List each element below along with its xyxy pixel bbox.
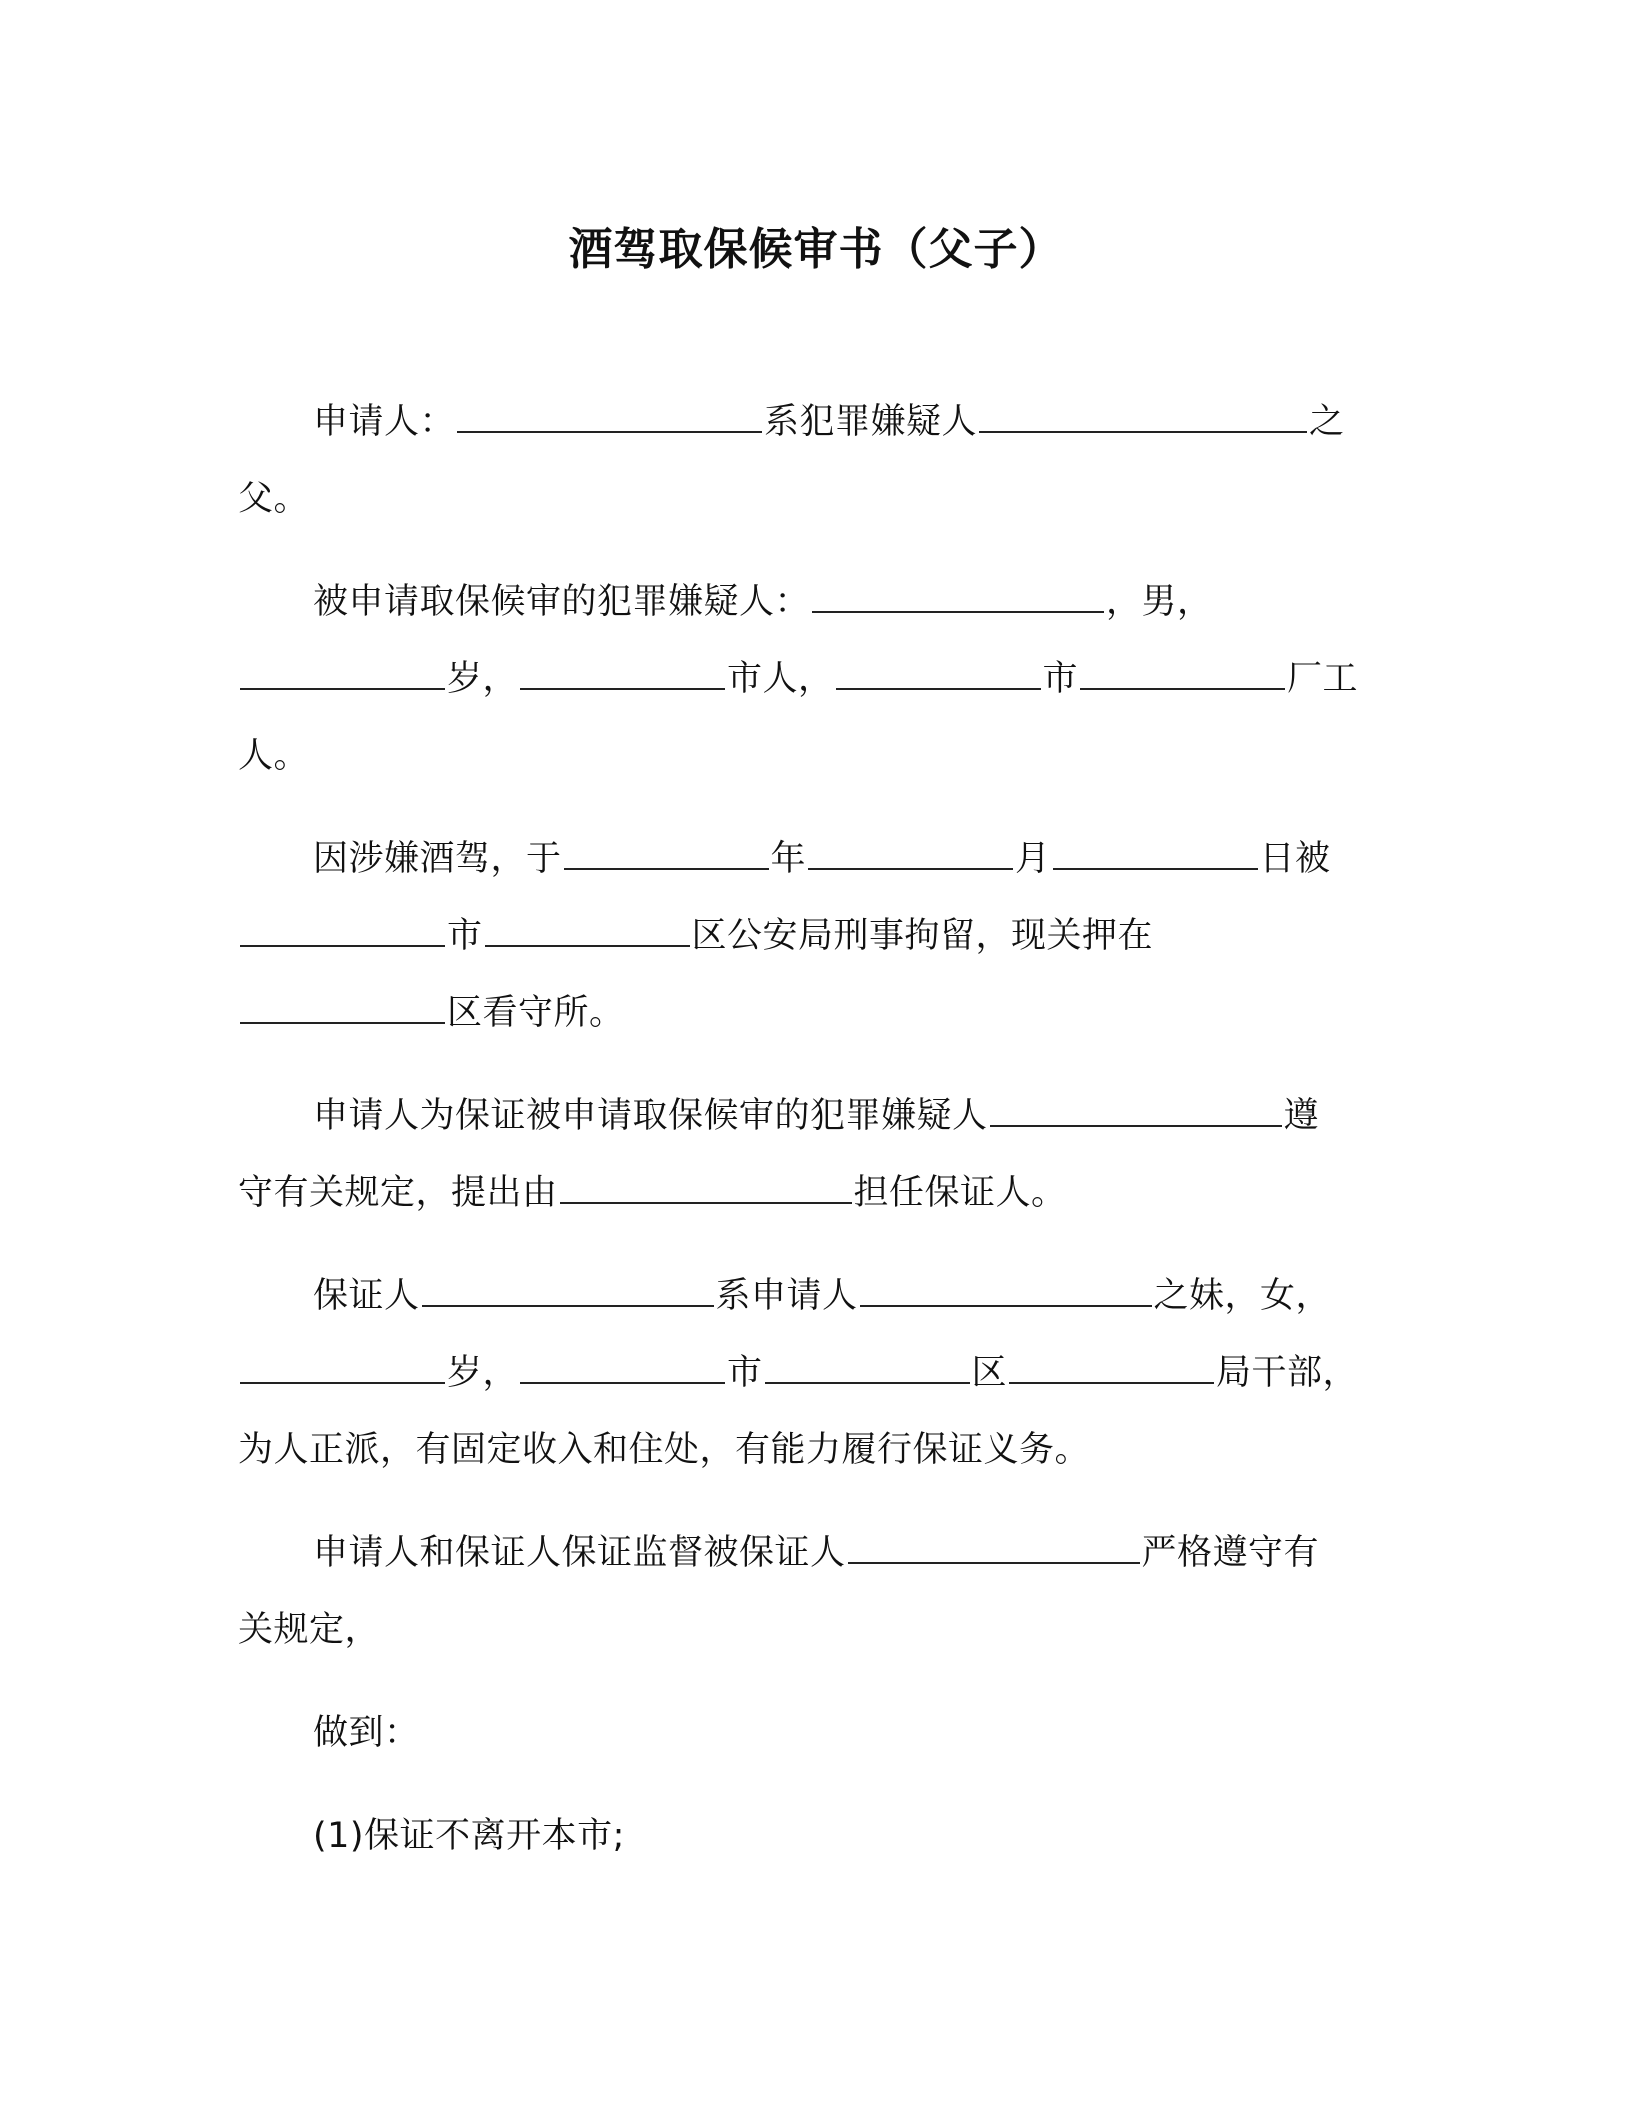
paragraph-applicant-line-1 — [313, 398, 1345, 446]
text-segment: 因涉嫌酒驾，于 — [313, 839, 562, 879]
text-segment: 厂工 — [1287, 659, 1359, 699]
blank-year — [564, 836, 769, 870]
text-segment: 市 — [727, 1353, 763, 1393]
text-segment: 之 — [1309, 402, 1345, 442]
document-title: 酒驾取保候审书（父子） — [568, 224, 1064, 275]
text-segment: 区 — [971, 1353, 1008, 1393]
text-segment: 岁， — [447, 1353, 519, 1393]
text-segment: 岁， — [447, 659, 519, 699]
text-segment: 市人， — [727, 659, 834, 699]
paragraph-guarantor-info-line-3: 为人正派，有固定收入和住处，有能力履行保证义务。 — [238, 1430, 1091, 1470]
blank-city — [240, 913, 445, 947]
paragraph-guarantor-request-line-2 — [238, 1169, 1067, 1217]
blank-guarantor-name — [422, 1273, 714, 1307]
paragraph-applicant-line-2: 父。 — [238, 479, 310, 519]
text-segment: 市 — [1042, 659, 1079, 699]
paragraph-suspect-line-1 — [313, 578, 1213, 626]
paragraph-commitments-heading: 做到： — [313, 1713, 420, 1753]
blank-age — [240, 656, 445, 690]
text-segment: 申请人和保证人保证监督被保证人 — [313, 1533, 846, 1573]
text-segment: 之妹，女， — [1153, 1276, 1332, 1316]
blank-guarantor-name — [560, 1170, 852, 1204]
blank-applicant-name — [860, 1273, 1152, 1307]
blank-guaranteed-person — [848, 1530, 1140, 1564]
paragraph-suspect-line-3: 人。 — [238, 736, 310, 776]
blank-applicant-name — [457, 399, 762, 433]
text-segment: 保证人 — [313, 1276, 420, 1316]
blank-suspect-name — [979, 399, 1307, 433]
blank-district — [485, 913, 690, 947]
text-segment: 守有关规定，提出由 — [238, 1173, 558, 1213]
text-segment: 月 — [1015, 839, 1051, 879]
paragraph-detention-line-1 — [313, 835, 1331, 883]
text-segment: 担任保证人。 — [853, 1173, 1067, 1213]
paragraph-detention-line-2 — [238, 912, 1153, 960]
blank-city — [520, 1350, 725, 1384]
text-segment: 系犯罪嫌疑人 — [764, 402, 978, 442]
paragraph-guarantor-info-line-2 — [238, 1349, 1358, 1397]
blank-district — [240, 990, 445, 1024]
text-segment: 区公安局刑事拘留，现关押在 — [691, 916, 1154, 956]
paragraph-guarantor-info-line-1 — [313, 1272, 1331, 1320]
blank-suspect-name — [990, 1093, 1282, 1127]
text-segment: ，男， — [1106, 582, 1213, 622]
paragraph-supervision-line-2: 关规定， — [238, 1610, 381, 1650]
commitment-item-1: (1)保证不离开本市; — [313, 1816, 625, 1856]
text-segment: 申请人： — [313, 402, 456, 442]
text-segment: 申请人为保证被申请取保候审的犯罪嫌疑人 — [313, 1096, 988, 1136]
text-segment: 局干部， — [1216, 1353, 1359, 1393]
paragraph-suspect-line-2 — [238, 655, 1358, 703]
paragraph-detention-line-3 — [238, 989, 625, 1037]
text-segment: 区看守所。 — [447, 993, 625, 1033]
blank-suspect-name — [812, 579, 1104, 613]
blank-month — [808, 836, 1013, 870]
paragraph-guarantor-request-line-1 — [313, 1092, 1319, 1140]
blank-age — [240, 1350, 445, 1384]
text-segment: 年 — [770, 839, 807, 879]
blank-day — [1053, 836, 1258, 870]
blank-city — [520, 656, 725, 690]
blank-city — [836, 656, 1041, 690]
text-segment: 遵 — [1283, 1096, 1320, 1136]
blank-district — [765, 1350, 970, 1384]
paragraph-supervision-line-1 — [313, 1529, 1319, 1577]
text-segment: 市 — [447, 916, 483, 956]
blank-bureau — [1009, 1350, 1214, 1384]
text-segment: 日被 — [1259, 839, 1331, 879]
text-segment: 严格遵守有 — [1141, 1533, 1320, 1573]
blank-factory — [1080, 656, 1285, 690]
text-segment: 系申请人 — [715, 1276, 858, 1316]
text-segment: 被申请取保候审的犯罪嫌疑人： — [313, 582, 811, 622]
